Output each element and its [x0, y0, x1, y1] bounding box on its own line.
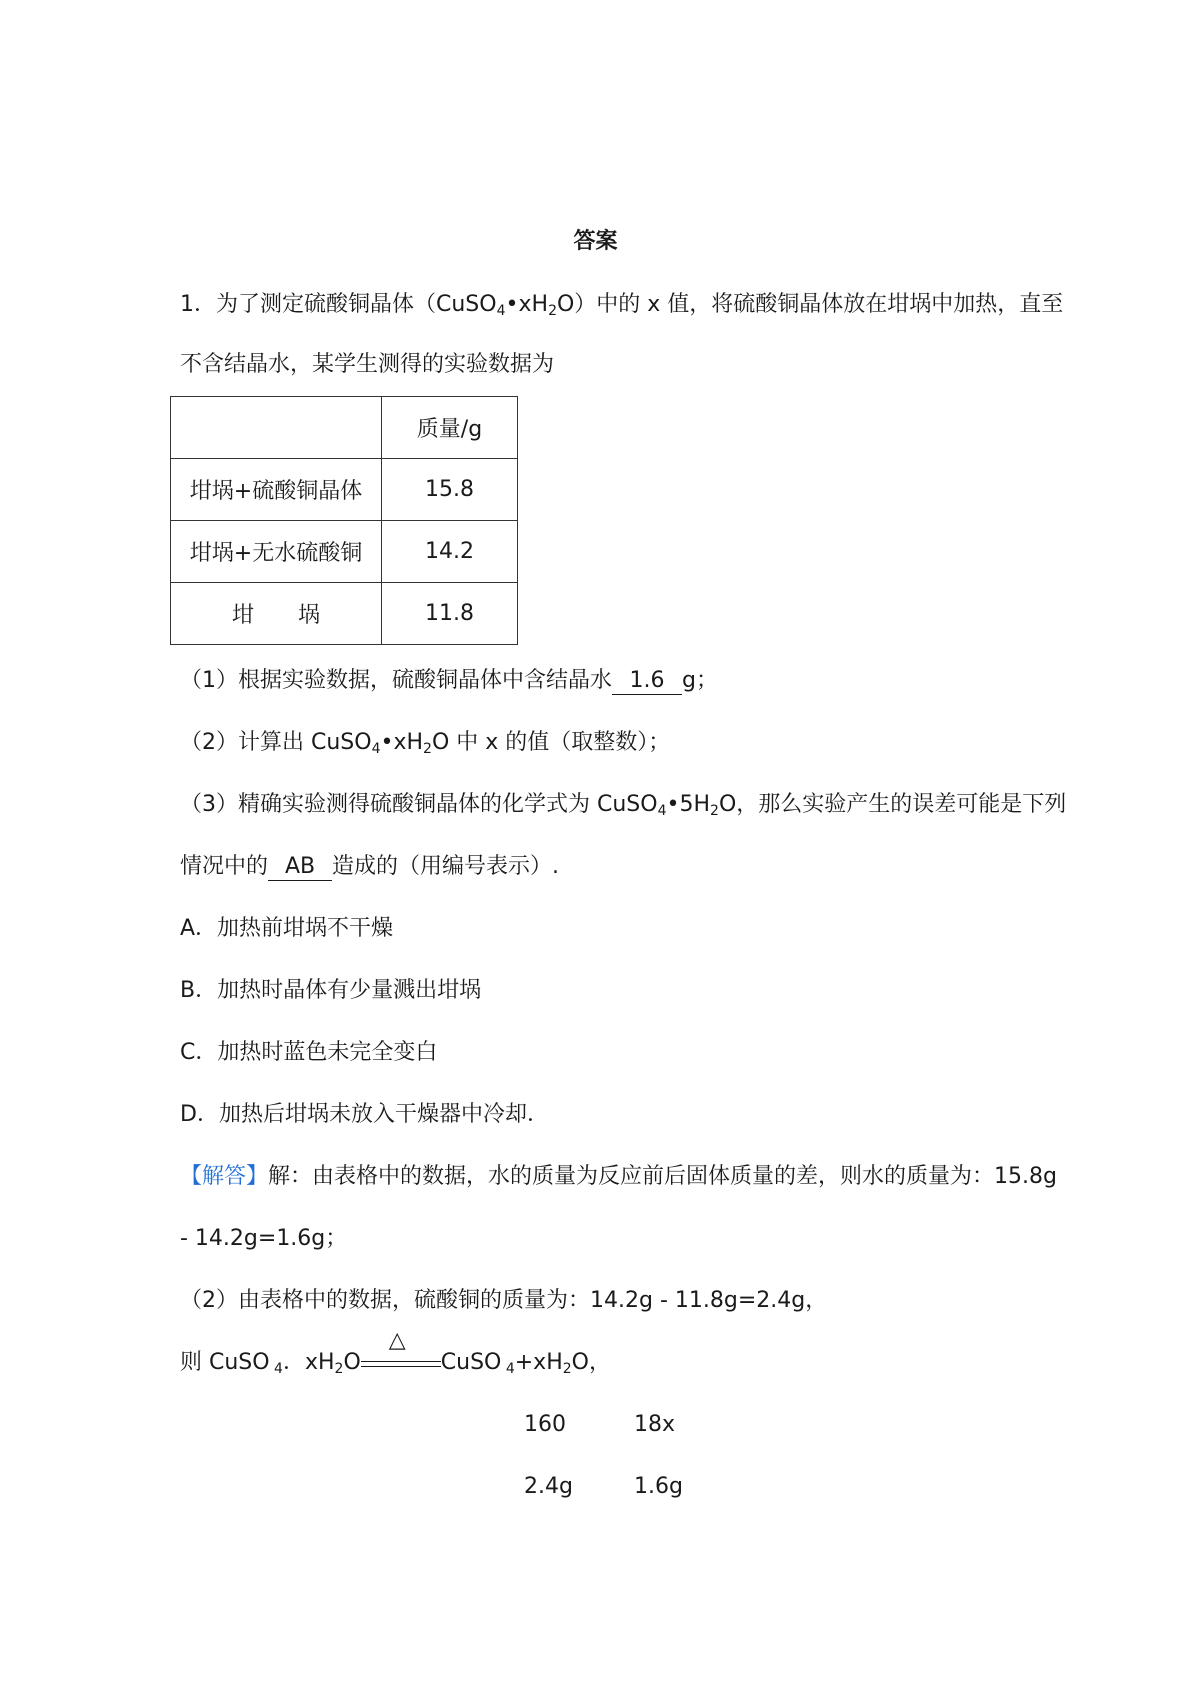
table-cell: 质量/g [382, 397, 518, 459]
solution-line-1 [180, 1162, 1057, 1192]
answer-blank: 1.6 [612, 668, 682, 695]
subscript: 2 [562, 1361, 572, 1377]
table-cell: 坩埚+硫酸铜晶体 [171, 459, 382, 521]
data-table [170, 396, 518, 645]
question-text: 1．为了测定硫酸铜晶体（CuSO [180, 292, 497, 317]
text: g； [682, 668, 718, 693]
equals-bar [361, 1366, 441, 1367]
text: O， [571, 1350, 611, 1375]
table-cell: 坩埚+无水硫酸铜 [171, 521, 382, 583]
question-text: •xH [505, 292, 549, 317]
subscript: 2 [334, 1361, 344, 1377]
ratio-value: 160 [524, 1412, 566, 1437]
table-row [171, 521, 518, 583]
heating-equals-sign [361, 1328, 441, 1378]
table-cell: 15.8 [382, 459, 518, 521]
text: （2）计算出 CuSO [180, 730, 372, 755]
sub-question-3-line-2 [180, 852, 559, 882]
subscript: 2 [710, 803, 719, 819]
text: O 中 x 的值（取整数）； [431, 730, 671, 755]
equals-bar [361, 1361, 441, 1362]
text: CuSO [440, 1350, 502, 1375]
table-cell: 14.2 [382, 521, 518, 583]
text: +xH [514, 1350, 563, 1375]
page-title: 答案 [573, 229, 618, 254]
text: ．xH [282, 1350, 335, 1375]
ratio-value: 18x [634, 1412, 676, 1437]
table-header-row [171, 397, 518, 459]
subscript: 2 [423, 741, 432, 757]
option-d: D．加热后坩埚未放入干燥器中冷却． [180, 1102, 549, 1127]
answer-blank: AB [268, 854, 332, 881]
table-row [171, 459, 518, 521]
table-cell [171, 397, 382, 459]
subscript: 4 [501, 1361, 515, 1377]
subscript: 4 [269, 1361, 283, 1377]
sub-question-1 [180, 666, 718, 696]
solution-line-2: - 14.2g=1.6g； [180, 1226, 348, 1251]
table-row [171, 583, 518, 645]
text: •5H [666, 792, 711, 817]
text: （3）精确实验测得硫酸铜晶体的化学式为 CuSO [180, 792, 658, 817]
solution-line-3: （2）由表格中的数据，硫酸铜的质量为：14.2g - 11.8g=2.4g， [180, 1288, 828, 1313]
text: （1）根据实验数据，硫酸铜晶体中含结晶水 [180, 668, 612, 693]
subscript: 2 [548, 303, 557, 319]
chemical-equation [180, 1328, 611, 1378]
option-c: C．加热时蓝色未完全变白 [180, 1040, 438, 1065]
table-cell: 11.8 [382, 583, 518, 645]
sub-question-3 [180, 790, 1066, 820]
text: 解：由表格中的数据，水的质量为反应前后固体质量的差，则水的质量为：15.8g [268, 1164, 1057, 1189]
text: O，那么实验产生的误差可能是下列 [718, 792, 1067, 817]
table-cell: 坩 埚 [171, 583, 382, 645]
subscript: 4 [371, 741, 381, 757]
option-a: A．加热前坩埚不干燥 [180, 916, 394, 941]
question-line-1 [180, 290, 1063, 320]
ratio-value: 2.4g [524, 1474, 573, 1499]
subscript: 4 [657, 803, 667, 819]
question-line-2: 不含结晶水，某学生测得的实验数据为 [180, 352, 555, 377]
subscript: 4 [496, 303, 506, 319]
text: 则 CuSO [180, 1350, 270, 1375]
solution-tag: 【解答】 [180, 1164, 269, 1189]
text: 造成的（用编号表示）. [332, 854, 560, 879]
question-text: O）中的 x 值，将硫酸铜晶体放在坩埚中加热，直至 [556, 292, 1064, 317]
heat-triangle-icon: △ [388, 1328, 406, 1353]
sub-question-2 [180, 728, 670, 758]
option-b: B．加热时晶体有少量溅出坩埚 [180, 978, 482, 1003]
text: O [343, 1350, 361, 1375]
text: 情况中的 [180, 854, 269, 879]
ratio-value: 1.6g [634, 1474, 683, 1499]
text: •xH [380, 730, 424, 755]
